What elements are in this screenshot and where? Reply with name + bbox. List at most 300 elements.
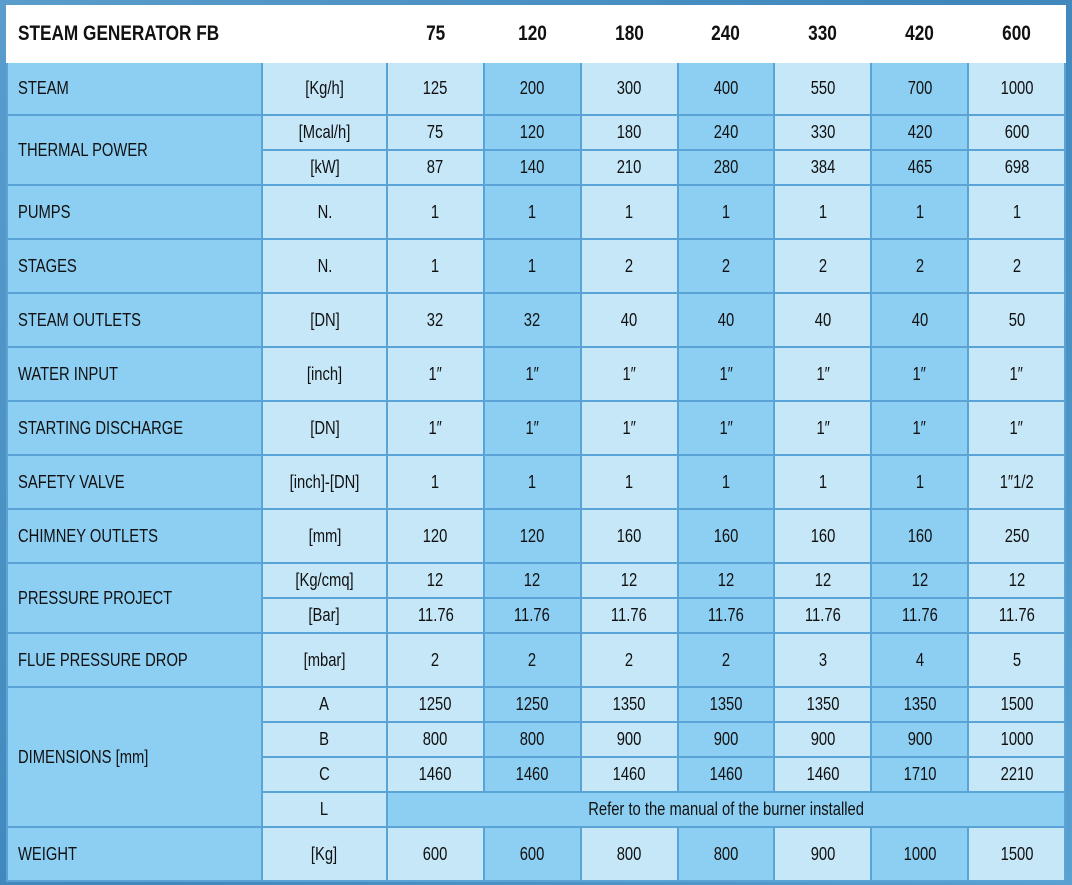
row-starting_discharge <box>7 401 1065 455</box>
unit-steam_outlets-text: [DN] <box>309 309 340 330</box>
pumps-value-text: 1 <box>721 201 731 222</box>
thermal_power-kw-value-text: 384 <box>810 157 836 177</box>
flue_pressure_drop-value-text: 2 <box>431 649 440 670</box>
label-weight <box>7 827 262 881</box>
safety_valve-value-text: 1 <box>818 471 827 492</box>
pressure_project-kgcmq-value-text: 12 <box>427 570 444 590</box>
flue_pressure_drop-value-text: 2 <box>624 649 634 670</box>
model-header-75-text: 75 <box>425 22 445 45</box>
safety_valve-value <box>774 455 871 509</box>
pressure_project-kgcmq-value <box>387 563 484 598</box>
model-header-240 <box>678 6 775 62</box>
water_input-value <box>774 347 871 401</box>
chimney_outlets-value-text: 120 <box>519 525 545 546</box>
dimensions-b-value <box>387 722 484 757</box>
steam-value <box>387 62 484 115</box>
dimensions-b-value-text: 1000 <box>1000 729 1033 749</box>
chimney_outlets-value-text: 250 <box>1004 525 1029 546</box>
pumps-value-text: 1 <box>818 201 827 222</box>
steam-value-text: 550 <box>810 78 836 98</box>
unit-stages <box>262 239 387 293</box>
starting_discharge-value-text: 1″ <box>428 417 443 438</box>
label-steam <box>7 62 262 115</box>
weight-value-text: 1000 <box>903 843 937 864</box>
label-chimney_outlets <box>7 509 262 563</box>
thermal_power-kw-value <box>484 150 581 185</box>
dimensions-a-value <box>581 687 678 722</box>
steam_outlets-value <box>968 293 1065 347</box>
dimensions-b-value-text: 900 <box>810 729 836 749</box>
table-title-text: STEAM GENERATOR FB <box>18 22 220 45</box>
pressure_project-bar-value-text: 11.76 <box>804 605 841 625</box>
unit-dimensions-a-text: A <box>319 694 330 714</box>
row-pressure_project-kgcmq <box>7 563 1065 598</box>
dimensions-b-value <box>968 722 1065 757</box>
steam_outlets-value-text: 40 <box>620 309 638 330</box>
model-header-240-text: 240 <box>711 22 741 45</box>
unit-thermal_power-kw <box>262 150 387 185</box>
unit-water_input <box>262 347 387 401</box>
thermal_power-mcal-value-text: 120 <box>519 122 545 142</box>
pressure_project-kgcmq-value-text: 12 <box>620 570 638 590</box>
thermal_power-kw-value-text: 140 <box>519 157 545 177</box>
dimensions-c-value-text: 1460 <box>612 764 646 784</box>
starting_discharge-value <box>387 401 484 455</box>
pumps-value <box>774 185 871 239</box>
thermal_power-kw-value <box>387 150 484 185</box>
safety_valve-value-text: 1 <box>431 471 440 492</box>
flue_pressure_drop-value <box>581 633 678 687</box>
safety_valve-value <box>484 455 581 509</box>
unit-pressure_project-bar <box>262 598 387 633</box>
water_input-value <box>581 347 678 401</box>
steam-value <box>774 62 871 115</box>
safety_valve-value <box>581 455 678 509</box>
pumps-value <box>387 185 484 239</box>
label-pumps-text: PUMPS <box>18 201 71 222</box>
thermal_power-mcal-value <box>581 115 678 150</box>
label-pressure_project <box>7 563 262 633</box>
thermal_power-kw-value <box>968 150 1065 185</box>
pressure_project-bar-value-text: 11.76 <box>901 605 938 625</box>
weight-value <box>871 827 968 881</box>
thermal_power-mcal-value-text: 75 <box>427 122 444 142</box>
pumps-value-text: 1 <box>915 201 924 222</box>
label-steam_outlets-text: STEAM OUTLETS <box>18 309 142 330</box>
steam_outlets-value <box>387 293 484 347</box>
steam_outlets-value-text: 40 <box>814 309 832 330</box>
pumps-value <box>968 185 1065 239</box>
stages-value-text: 2 <box>721 255 731 276</box>
unit-flue_pressure_drop <box>262 633 387 687</box>
label-dimensions <box>7 687 262 827</box>
unit-starting_discharge <box>262 401 387 455</box>
steam-value-text: 400 <box>713 78 739 98</box>
dimensions-a-value-text: 1350 <box>903 694 937 714</box>
unit-pumps <box>262 185 387 239</box>
unit-dimensions-b <box>262 722 387 757</box>
flue_pressure_drop-value <box>871 633 968 687</box>
weight-value-text: 800 <box>616 843 642 864</box>
row-safety_valve <box>7 455 1065 509</box>
steam-value <box>484 62 581 115</box>
stages-value <box>968 239 1065 293</box>
label-weight-text: WEIGHT <box>18 843 78 864</box>
model-header-75 <box>387 6 484 62</box>
unit-dimensions-c <box>262 757 387 792</box>
dimensions-a-value-text: 1350 <box>709 694 743 714</box>
steam_outlets-value <box>581 293 678 347</box>
stages-value-text: 1 <box>431 255 440 276</box>
model-header-120 <box>484 6 581 62</box>
row-water_input <box>7 347 1065 401</box>
flue_pressure_drop-value <box>387 633 484 687</box>
thermal_power-mcal-value <box>968 115 1065 150</box>
pressure_project-bar-value-text: 11.76 <box>708 605 744 625</box>
flue_pressure_drop-value <box>678 633 775 687</box>
weight-value <box>774 827 871 881</box>
label-water_input-text: WATER INPUT <box>18 363 119 384</box>
label-steam_outlets <box>7 293 262 347</box>
unit-chimney_outlets-text: [mm] <box>308 525 341 546</box>
steam-generator-spec-table <box>6 5 1066 882</box>
weight-value-text: 600 <box>423 843 448 864</box>
unit-thermal_power-mcal-text: [Mcal/h] <box>298 122 351 142</box>
unit-dimensions-b-text: B <box>319 729 330 749</box>
pumps-value-text: 1 <box>1012 201 1021 222</box>
model-header-120-text: 120 <box>517 22 547 45</box>
dimensions-b-value <box>774 722 871 757</box>
pumps-value-text: 1 <box>624 201 634 222</box>
chimney_outlets-value-text: 160 <box>810 525 836 546</box>
flue_pressure_drop-value <box>774 633 871 687</box>
dimensions-b-value <box>484 722 581 757</box>
stages-value-text: 2 <box>915 255 924 276</box>
flue_pressure_drop-value-text: 4 <box>915 649 924 670</box>
pressure_project-bar-value-text: 11.76 <box>417 605 454 625</box>
stages-value <box>871 239 968 293</box>
pressure_project-kgcmq-value <box>581 563 678 598</box>
model-header-180 <box>581 6 678 62</box>
pumps-value <box>484 185 581 239</box>
starting_discharge-value-text: 1″ <box>1009 417 1024 438</box>
thermal_power-mcal-value <box>387 115 484 150</box>
flue_pressure_drop-value-text: 2 <box>528 649 537 670</box>
unit-dimensions-c-text: C <box>319 764 330 784</box>
pressure_project-kgcmq-value <box>968 563 1065 598</box>
row-weight <box>7 827 1065 881</box>
water_input-value-text: 1″ <box>1009 363 1024 384</box>
dimensions-a-value-text: 1500 <box>1000 694 1033 714</box>
thermal_power-mcal-value <box>871 115 968 150</box>
stages-value-text: 2 <box>818 255 827 276</box>
row-dimensions-a <box>7 687 1065 722</box>
pressure_project-kgcmq-value-text: 12 <box>911 570 928 590</box>
row-flue_pressure_drop <box>7 633 1065 687</box>
label-flue_pressure_drop <box>7 633 262 687</box>
chimney_outlets-value <box>387 509 484 563</box>
chimney_outlets-value <box>871 509 968 563</box>
dimensions-c-value <box>387 757 484 792</box>
unit-pressure_project-kgcmq <box>262 563 387 598</box>
thermal_power-mcal-value <box>774 115 871 150</box>
pumps-value-text: 1 <box>528 201 537 222</box>
starting_discharge-value <box>968 401 1065 455</box>
chimney_outlets-value-text: 120 <box>423 525 448 546</box>
dimensions-c-value-text: 1460 <box>418 764 452 784</box>
dimensions-b-value-text: 900 <box>713 729 739 749</box>
water_input-value <box>678 347 775 401</box>
unit-dimensions-a <box>262 687 387 722</box>
unit-thermal_power-mcal <box>262 115 387 150</box>
weight-value <box>678 827 775 881</box>
unit-pressure_project-bar-text: [Bar] <box>308 605 341 625</box>
label-stages <box>7 239 262 293</box>
label-steam-text: STEAM <box>18 78 69 98</box>
label-safety_valve <box>7 455 262 509</box>
safety_valve-value-text: 1 <box>721 471 731 492</box>
pressure_project-kgcmq-value <box>774 563 871 598</box>
stages-value-text: 2 <box>1012 255 1021 276</box>
chimney_outlets-value <box>484 509 581 563</box>
pressure_project-kgcmq-value-text: 12 <box>717 570 735 590</box>
stages-value <box>581 239 678 293</box>
unit-safety_valve-text: [inch]-[DN] <box>289 471 360 492</box>
pressure_project-bar-value <box>871 598 968 633</box>
chimney_outlets-value <box>678 509 775 563</box>
unit-pressure_project-kgcmq-text: [Kg/cmq] <box>295 570 354 590</box>
pressure_project-bar-value <box>484 598 581 633</box>
dimensions-b-value-text: 800 <box>423 729 448 749</box>
thermal_power-kw-value <box>871 150 968 185</box>
dimensions-c-value-text: 1460 <box>709 764 743 784</box>
unit-weight <box>262 827 387 881</box>
thermal_power-mcal-value-text: 180 <box>616 122 642 142</box>
thermal_power-kw-value-text: 87 <box>427 157 444 177</box>
dimensions-c-value <box>871 757 968 792</box>
weight-value <box>968 827 1065 881</box>
water_input-value-text: 1″ <box>816 363 830 384</box>
thermal_power-kw-value <box>678 150 775 185</box>
starting_discharge-value-text: 1″ <box>816 417 830 438</box>
row-pumps <box>7 185 1065 239</box>
water_input-value-text: 1″ <box>719 363 733 384</box>
weight-value-text: 900 <box>810 843 836 864</box>
label-pumps <box>7 185 262 239</box>
dimensions-c-value <box>581 757 678 792</box>
dimensions-c-value-text: 2210 <box>1000 764 1033 784</box>
dimensions-c-value <box>678 757 775 792</box>
steam-value-text: 1000 <box>1000 78 1033 98</box>
pressure_project-kgcmq-value <box>871 563 968 598</box>
pumps-value <box>678 185 775 239</box>
safety_valve-value <box>871 455 968 509</box>
chimney_outlets-value-text: 160 <box>713 525 739 546</box>
pressure_project-kgcmq-value <box>678 563 775 598</box>
dimensions-c-value <box>484 757 581 792</box>
dimensions-a-value <box>774 687 871 722</box>
steam-value-text: 300 <box>616 78 642 98</box>
thermal_power-kw-value-text: 210 <box>616 157 642 177</box>
thermal_power-kw-value-text: 280 <box>713 157 739 177</box>
steam_outlets-value-text: 40 <box>717 309 735 330</box>
stages-value-text: 2 <box>624 255 634 276</box>
label-stages-text: STAGES <box>18 255 77 276</box>
stages-value-text: 1 <box>528 255 537 276</box>
steam_outlets-value <box>871 293 968 347</box>
unit-stages-text: N. <box>317 255 332 276</box>
safety_valve-value <box>678 455 775 509</box>
unit-pumps-text: N. <box>317 201 332 222</box>
unit-starting_discharge-text: [DN] <box>309 417 340 438</box>
dimensions-a-value <box>678 687 775 722</box>
thermal_power-mcal-value <box>484 115 581 150</box>
chimney_outlets-value-text: 160 <box>616 525 642 546</box>
dimensions-a-value <box>968 687 1065 722</box>
pressure_project-kgcmq-value-text: 12 <box>524 570 541 590</box>
steam-value <box>871 62 968 115</box>
thermal_power-kw-value <box>774 150 871 185</box>
dimensions-b-value <box>678 722 775 757</box>
stages-value <box>678 239 775 293</box>
steam_outlets-value <box>774 293 871 347</box>
stages-value <box>484 239 581 293</box>
unit-water_input-text: [inch] <box>306 363 343 384</box>
steam_outlets-value <box>678 293 775 347</box>
model-header-600 <box>968 6 1065 62</box>
safety_valve-value <box>968 455 1065 509</box>
thermal_power-mcal-value-text: 240 <box>713 122 739 142</box>
dimensions-b-value-text: 900 <box>907 729 932 749</box>
starting_discharge-value-text: 1″ <box>525 417 539 438</box>
flue_pressure_drop-value-text: 3 <box>818 649 827 670</box>
pressure_project-bar-value-text: 11.76 <box>998 605 1035 625</box>
pumps-value <box>581 185 678 239</box>
steam_outlets-value-text: 50 <box>1008 309 1025 330</box>
pressure_project-bar-value <box>968 598 1065 633</box>
unit-safety_valve <box>262 455 387 509</box>
steam_outlets-value-text: 32 <box>427 309 444 330</box>
dimensions-a-value-text: 1350 <box>612 694 646 714</box>
steam-value <box>968 62 1065 115</box>
label-thermal_power <box>7 115 262 185</box>
label-safety_valve-text: SAFETY VALVE <box>18 471 125 492</box>
weight-value <box>581 827 678 881</box>
thermal_power-kw-value-text: 698 <box>1004 157 1029 177</box>
flue_pressure_drop-value-text: 2 <box>721 649 731 670</box>
pressure_project-bar-value-text: 11.76 <box>611 605 648 625</box>
label-starting_discharge <box>7 401 262 455</box>
starting_discharge-value-text: 1″ <box>912 417 927 438</box>
thermal_power-mcal-value-text: 330 <box>810 122 836 142</box>
weight-value-text: 800 <box>713 843 739 864</box>
dimensions-c-value <box>968 757 1065 792</box>
unit-dimensions-l <box>262 792 387 827</box>
table-title <box>7 6 387 62</box>
header-row <box>7 6 1065 62</box>
flue_pressure_drop-value <box>484 633 581 687</box>
row-chimney_outlets <box>7 509 1065 563</box>
water_input-value <box>387 347 484 401</box>
unit-steam <box>262 62 387 115</box>
steam-value-text: 125 <box>423 78 448 98</box>
weight-value-text: 1500 <box>1000 843 1033 864</box>
water_input-value <box>484 347 581 401</box>
water_input-value <box>968 347 1065 401</box>
model-header-600-text: 600 <box>1002 22 1031 45</box>
label-flue_pressure_drop-text: FLUE PRESSURE DROP <box>18 649 188 670</box>
model-header-420 <box>871 6 968 62</box>
dimensions-b-value <box>871 722 968 757</box>
dimensions-l-note <box>387 792 1065 827</box>
weight-value-text: 600 <box>519 843 545 864</box>
thermal_power-mcal-value-text: 600 <box>1004 122 1029 142</box>
weight-value <box>484 827 581 881</box>
pumps-value-text: 1 <box>431 201 440 222</box>
chimney_outlets-value-text: 160 <box>907 525 932 546</box>
unit-weight-text: [Kg] <box>311 843 338 864</box>
dimensions-b-value-text: 900 <box>616 729 642 749</box>
label-dimensions-text: DIMENSIONS [mm] <box>18 746 149 767</box>
label-starting_discharge-text: STARTING DISCHARGE <box>18 417 184 438</box>
row-thermal_power-mcal <box>7 115 1065 150</box>
flue_pressure_drop-value-text: 5 <box>1012 649 1021 670</box>
starting_discharge-value <box>581 401 678 455</box>
dimensions-a-value-text: 1250 <box>515 694 549 714</box>
flue_pressure_drop-value <box>968 633 1065 687</box>
chimney_outlets-value <box>774 509 871 563</box>
pressure_project-kgcmq-value-text: 12 <box>814 570 832 590</box>
water_input-value-text: 1″ <box>525 363 539 384</box>
unit-thermal_power-kw-text: [kW] <box>309 157 340 177</box>
unit-chimney_outlets <box>262 509 387 563</box>
dimensions-c-value-text: 1460 <box>515 764 549 784</box>
steam-value <box>581 62 678 115</box>
starting_discharge-value <box>678 401 775 455</box>
dimensions-b-value-text: 800 <box>519 729 545 749</box>
pressure_project-bar-value <box>774 598 871 633</box>
steam-value-text: 700 <box>907 78 932 98</box>
dimensions-l-note-text: Refer to the manual of the burner installed <box>588 799 864 819</box>
model-header-420-text: 420 <box>905 22 935 45</box>
unit-flue_pressure_drop-text: [mbar] <box>303 649 346 670</box>
label-pressure_project-text: PRESSURE PROJECT <box>18 587 173 608</box>
dimensions-b-value <box>581 722 678 757</box>
starting_discharge-value-text: 1″ <box>622 417 636 438</box>
pressure_project-bar-value <box>678 598 775 633</box>
pumps-value <box>871 185 968 239</box>
starting_discharge-value <box>871 401 968 455</box>
dimensions-a-value <box>387 687 484 722</box>
dimensions-c-value-text: 1710 <box>903 764 937 784</box>
stages-value <box>387 239 484 293</box>
weight-value <box>387 827 484 881</box>
dimensions-a-value-text: 1250 <box>418 694 452 714</box>
starting_discharge-value <box>774 401 871 455</box>
steam_outlets-value <box>484 293 581 347</box>
row-steam <box>7 62 1065 115</box>
thermal_power-kw-value-text: 465 <box>907 157 932 177</box>
dimensions-c-value-text: 1460 <box>806 764 840 784</box>
row-steam_outlets <box>7 293 1065 347</box>
chimney_outlets-value <box>968 509 1065 563</box>
row-stages <box>7 239 1065 293</box>
label-water_input <box>7 347 262 401</box>
water_input-value <box>871 347 968 401</box>
stages-value <box>774 239 871 293</box>
starting_discharge-value <box>484 401 581 455</box>
thermal_power-kw-value <box>581 150 678 185</box>
